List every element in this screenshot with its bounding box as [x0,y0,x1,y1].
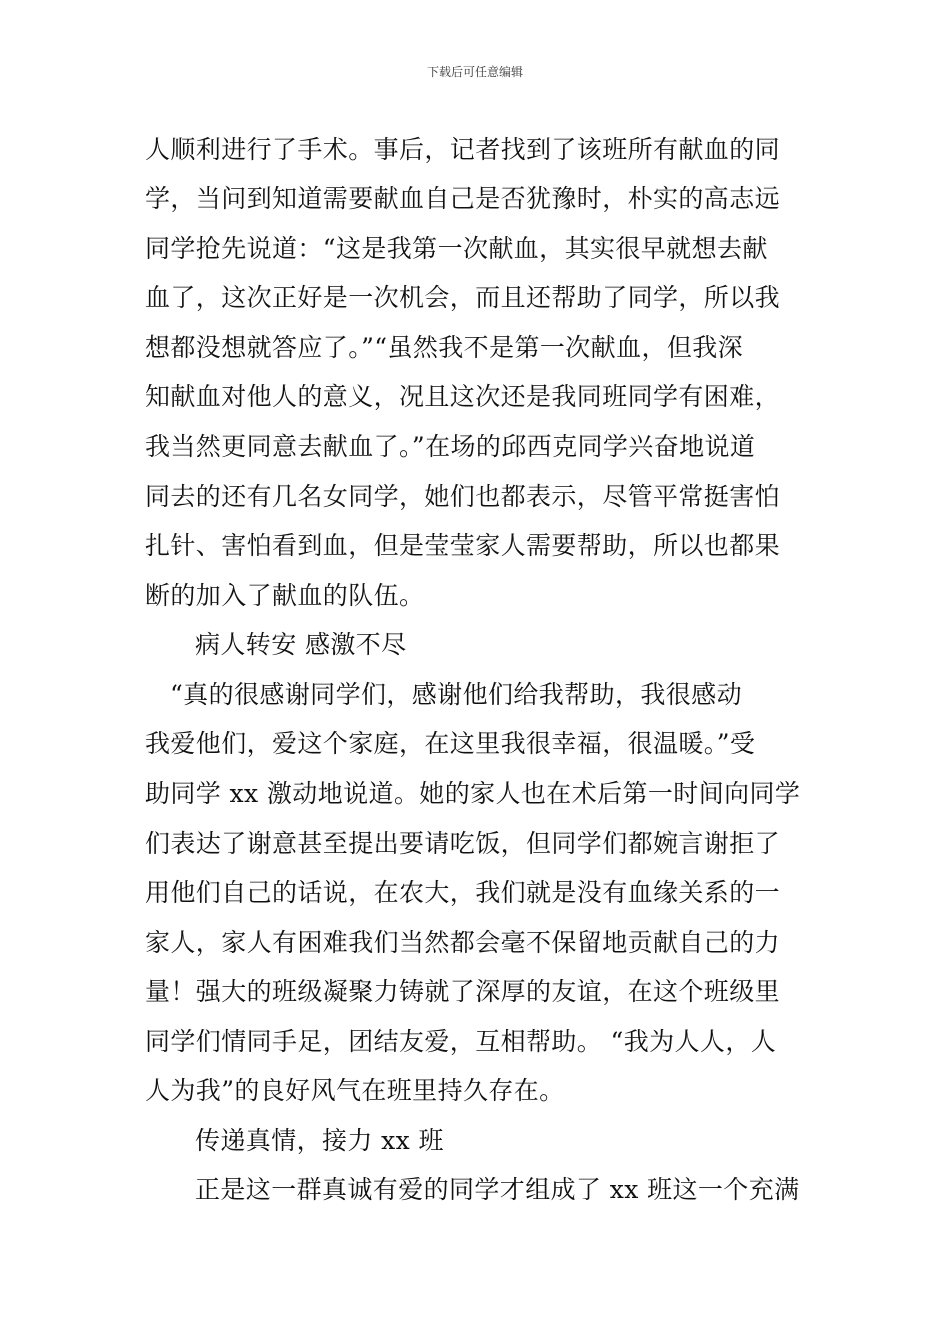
body-line: 学，当问到知道需要献血自己是否犹豫时，朴实的高志远 [145,184,781,213]
body-line: 断的加入了献血的队伍。 [145,581,425,610]
body-line: 血了，这次正好是一次机会，而且还帮助了同学，所以我 [145,283,781,312]
body-line: 想都没想就答应了。”“虽然我不是第一次献血，但我深 [145,333,744,362]
section-heading: 传递真情，接力 xx 班 [195,1126,444,1155]
body-line: 助同学 xx 激动地说道。她的家人也在术后第一时间向同学 [145,779,801,808]
body-line: 们表达了谢意甚至提出要请吃饭，但同学们都婉言谢拒了 [145,829,781,858]
body-line: 人为我”的良好风气在班里持久存在。 [145,1076,565,1105]
body-line: 家人，家人有困难我们当然都会毫不保留地贡献自己的力 [145,928,781,957]
body-line: 扎针、害怕看到血，但是莹莹家人需要帮助，所以也都果 [145,531,781,560]
body-line: 同学抢先说道：“这是我第一次献血，其实很早就想去献 [145,234,768,263]
body-line: 人顺利进行了手术。事后，记者找到了该班所有献血的同 [145,135,781,164]
body-line: 我爱他们，爱这个家庭，在这里我很幸福，很温暖。”受 [145,729,756,758]
body-line: 同去的还有几名女同学，她们也都表示，尽管平常挺害怕 [145,482,781,511]
body-line: “真的很感谢同学们，感谢他们给我帮助，我很感动 [170,680,742,709]
body-line: 我当然更同意去献血了。”在场的邱西克同学兴奋地说道 [145,432,756,461]
body-line: 正是这一群真诚有爱的同学才组成了 xx 班这一个充满 [195,1175,800,1204]
body-line: 同学们情同手足，团结友爱，互相帮助。 “我为人人，人 [145,1027,777,1056]
body-line: 知献血对他人的意义，况且这次还是我同班同学有困难， [145,382,781,411]
body-line: 用他们自己的话说，在农大，我们就是没有血缘关系的一 [145,878,781,907]
page-header: 下载后可任意编辑 [426,65,523,79]
section-heading: 病人转安 感激不尽 [195,630,407,659]
body-line: 量！强大的班级凝聚力铸就了深厚的友谊，在这个班级里 [145,977,781,1006]
